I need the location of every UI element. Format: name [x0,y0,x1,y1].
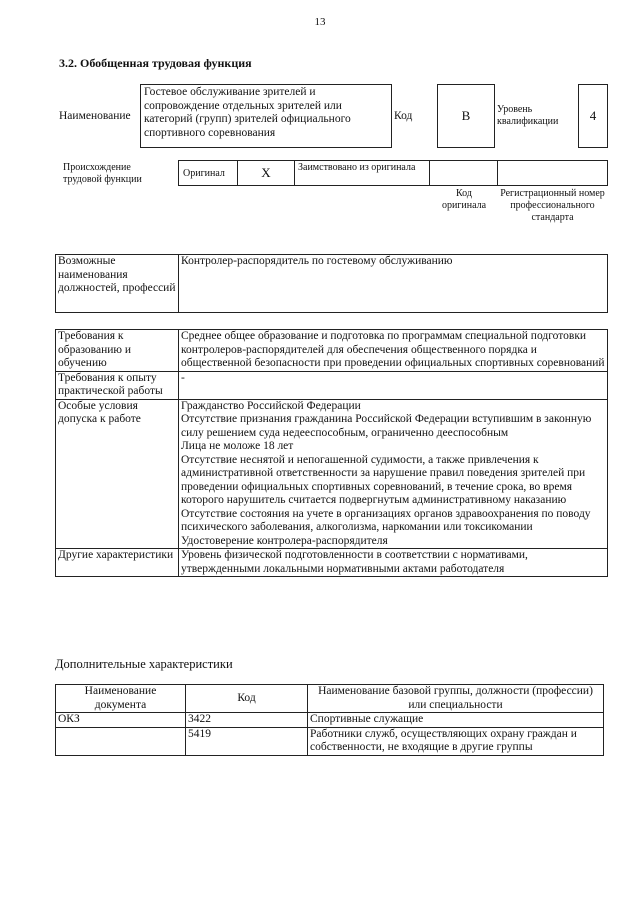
code-value: B [437,84,495,148]
original-mark: X [261,165,271,180]
requirement-label: Особые условия допуска к работе [56,399,179,549]
table-row [56,330,608,372]
cell-code: 5419 [186,727,308,755]
requirement-item: Отсутствие состояния на учете в организациях органов здравоохранения по поводу психического заболевания, алкоголизма, наркомании или токсикомании [181,507,591,533]
requirement-item: Отсутствие признания гражданина Российской Федерации вступившим в законную силу решением суда недееспособным, ограниченно дееспособным [181,413,592,439]
requirement-value: Среднее общее образование и подготовка по программам специальной подготовки контролеров-распорядителей для обеспечения общественного порядка и общественной безопасности при проведении официальных спортивных соревнований [179,330,608,372]
positions-table [55,254,608,313]
cell-code: 3422 [186,713,308,728]
level-label: Уровень квалификации [497,104,559,127]
table-row [56,399,608,549]
requirement-label: Требования к опыту практической работы [56,371,179,399]
name-value-cell [140,84,392,148]
column-header-group-name: Наименование базовой группы, должности (профессии) или специальности [308,685,604,713]
original-label: Оригинал [183,168,225,179]
origin-divider [294,160,295,186]
cell-group-name: Работники служб, осуществляющих охрану граждан и собственности, не входящие в другие группы [308,727,604,755]
positions-label: Возможные наименования должностей, профессий [56,255,179,313]
requirement-label: Другие характеристики [56,549,179,577]
table-row [56,727,604,755]
reg-number-caption: Регистрационный номер профессионального стандарта [500,188,605,223]
code-original-caption: Код оригинала [441,188,487,211]
page-number: 13 [314,16,326,28]
requirement-item: Лица не моложе 18 лет [181,440,294,452]
origin-divider [429,160,430,186]
table-header-row [56,685,604,713]
requirement-value: Уровень физической подготовленности в соответствии с нормативами, утвержденными локальными нормативными актами работодателя [179,549,608,577]
cell-group-name: Спортивные служащие [308,713,604,728]
table-row [56,371,608,399]
borrowed-label: Заимствовано из оригинала [298,162,416,173]
additional-table [55,684,604,756]
section-title: 3.2. Обобщенная трудовая функция [59,56,252,70]
additional-title: Дополнительные характеристики [55,657,233,671]
column-header-code: Код [186,685,308,713]
name-value: Гостевое обслуживание зрителей и сопровождение отдельных зрителей или категорий (групп) зрителей официального спортивного соревнования [144,86,351,139]
requirement-item: Отсутствие неснятой и непогашенной судимости, а также привлечения к административной ответственности за нарушение правил поведения зрителей при проведении официальных спортивных соревнований, в течение срока, во время которого нарушитель считается подвергнутым административному наказанию [181,453,586,506]
cell-document [56,727,186,755]
column-header-document: Наименование документа [56,685,186,713]
level-value: 4 [578,84,608,148]
requirement-value-list [179,399,608,549]
name-label: Наименование [59,110,131,122]
code-label: Код [394,110,413,122]
requirement-label: Требования к образованию и обучению [56,330,179,372]
table-row [56,549,608,577]
origin-divider [497,160,498,186]
table-row [56,713,604,728]
origin-label: Происхождение трудовой функции [63,162,142,185]
requirements-table [55,329,608,577]
positions-value: Контролер-распорядитель по гостевому обслуживанию [179,255,608,313]
cell-document: ОКЗ [56,713,186,728]
requirement-value: - [179,371,608,399]
requirement-item: Гражданство Российской Федерации [181,399,361,412]
requirement-item: Удостоверение контролера-распорядителя [181,534,388,547]
